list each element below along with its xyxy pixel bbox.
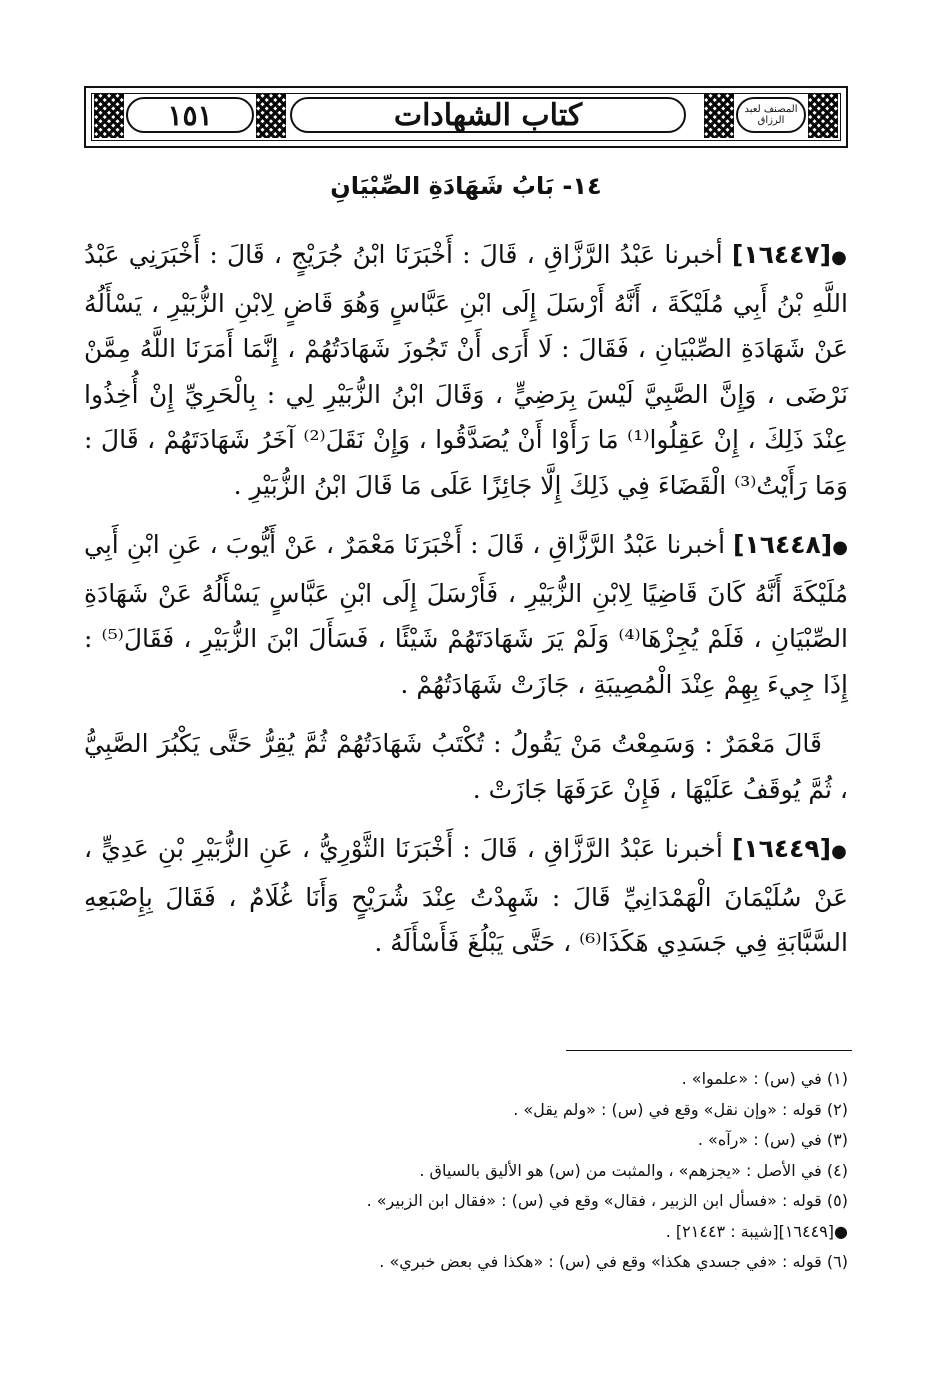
book-seal: المصنف لعبد الرزاق [736, 97, 806, 133]
main-text [84, 232, 848, 980]
ornament-left-outer [94, 94, 124, 138]
page-header [84, 86, 848, 148]
hadith-number: [١٦٤٤٧] [731, 240, 832, 269]
page-number: ١٥١ [126, 97, 254, 133]
hadith-paragraph [84, 232, 848, 508]
ornament-right-inner [704, 94, 734, 138]
bullet-icon: ● [832, 537, 848, 558]
ornament-right-outer [808, 94, 838, 138]
commentary-text: قَالَ مَعْمَرٌ : وَسَمِعْتُ مَنْ يَقُولُ : تُكْتَبُ شَهَادَتُهُمْ ثُمَّ يُقِرُّ حَتَّى يَكْبُرَ الصَّبِيُّ ، ثُمَّ يُوقَفُ عَلَيْهَا ، فَإِنْ عَرَفَهَا جَازَتْ . [84, 729, 848, 804]
footnote-item: (١) في (س) : «علموا» . [681, 1069, 848, 1088]
footnote-item: (٣) في (س) : «رآه» . [697, 1130, 848, 1149]
hadith-number: [١٦٤٤٩] [731, 834, 832, 863]
footnote-item: (٥) قوله : «فسأل ابن الزبير ، فقال» وقع في (س) : «فقال ابن الزبير» . [366, 1191, 848, 1210]
commentary-paragraph [84, 721, 848, 812]
chapter-title: ١٤- بَابُ شَهَادَةِ الصِّبْيَانِ [330, 172, 602, 200]
footnote-item: (٤) في الأصل : «يجزهم» ، والمثبت من (س) هو الأليق بالسياق . [419, 1160, 848, 1180]
ornament-left-inner [256, 94, 286, 138]
bullet-icon: ● [831, 247, 848, 268]
hadith-number: [١٦٤٤٨] [733, 530, 833, 559]
section-title: كتاب الشهادات [290, 97, 686, 133]
footnote-divider [566, 1050, 852, 1051]
hadith-paragraph [84, 826, 848, 966]
bullet-icon: ● [831, 841, 848, 862]
hadith-text: أخبرنا عَبْدُ الرَّزَّاقِ ، قَالَ : أَخْبَرَنَا مَعْمَرٌ ، عَنْ أَيُّوبَ ، عَنِ ابْنِ أَبِي مُلَيْكَةَ أَنَّهُ كَانَ قَاضِيًا لِابْنِ الزُّبَيْرِ ، فَأَرْسَلَ إِلَى ابْنِ عَبَّاسٍ يَسْأَلُهُ عَنْ شَهَادَةِ الصِّبْيَانِ ، فَلَمْ يُجِزْهَا⁽⁴⁾ وَلَمْ يَرَ شَهَادَتَهُمْ شَيْئًا ، فَسَأَلَ ابْنَ الزُّبَيْرِ ، فَقَالَ⁽⁵⁾ : إِذَا جِيءَ بِهِمْ عِنْدَ الْمُصِيبَةِ ، جَازَتْ شَهَادَتُهُمْ . [84, 530, 849, 699]
hadith-paragraph [84, 522, 848, 707]
footnote-item: (٢) قوله : «وإن نقل» وقع في (س) : «ولم يقل» . [513, 1099, 848, 1119]
hadith-text: أخبرنا عَبْدُ الرَّزَّاقِ ، قَالَ : أَخْبَرَنَا الثَّوْرِيُّ ، عَنِ الزُّبَيْرِ بْنِ عَدِيٍّ ، عَنْ سُلَيْمَانَ الْهَمْدَانِيِّ قَالَ : شَهِدْتُ عِنْدَ شُرَيْحٍ وَأَنَا غُلَامٌ ، فَقَالَ بِإِصْبَعِهِ السَّبَّابَةِ فِي جَسَدِي هَكَذَا⁽⁶⁾ ، حَتَّى يَبْلُغَ فَأَسْأَلَهُ . [84, 834, 848, 957]
footnote-item: ●[١٦٤٤٩][شيبة : ٢١٤٤٣] . [665, 1221, 848, 1241]
footnotes [84, 1064, 848, 1278]
hadith-text: أخبرنا عَبْدُ الرَّزَّاقِ ، قَالَ : أَخْبَرَنَا ابْنُ جُرَيْجٍ ، قَالَ : أَخْبَرَنِي عَبْدُ اللَّهِ بْنُ أَبِي مُلَيْكَةَ ، أَنَّهُ أَرْسَلَ إِلَى ابْنِ عَبَّاسٍ وَهُوَ قَاضٍ لِابْنِ الزُّبَيْرِ ، يَسْأَلُهُ عَنْ شَهَادَةِ الصِّبْيَانِ ، فَقَالَ : لَا أَرَى أَنْ تَجُوزَ شَهَادَتُهُمْ ، إِنَّمَا أَمَرَنَا اللَّهُ مِمَّنْ نَرْضَى ، وَإِنَّ الصَّبِيَّ لَيْسَ بِرَضِيٍّ ، وَقَالَ ابْنُ الزُّبَيْرِ لِي : بِالْحَرِيِّ إِنْ أُخِذُوا عِنْدَ ذَلِكَ ، إِنْ عَقِلُوا⁽¹⁾ مَا رَأَوْا أَنْ يُصَدَّقُوا ، وَإِنْ نَقَلَ⁽²⁾ آخَرُ شَهَادَتَهُمْ ، قَالَ : وَمَا رَأَيْتُ⁽³⁾ الْقَضَاءَ فِي ذَلِكَ إِلَّا جَائِزًا عَلَى مَا قَالَ ابْنُ الزُّبَيْرِ . [84, 240, 848, 500]
footnote-item: (٦) قوله : «في جسدي هكذا» وقع في (س) : «هكذا في بعض خبري» . [379, 1252, 848, 1271]
